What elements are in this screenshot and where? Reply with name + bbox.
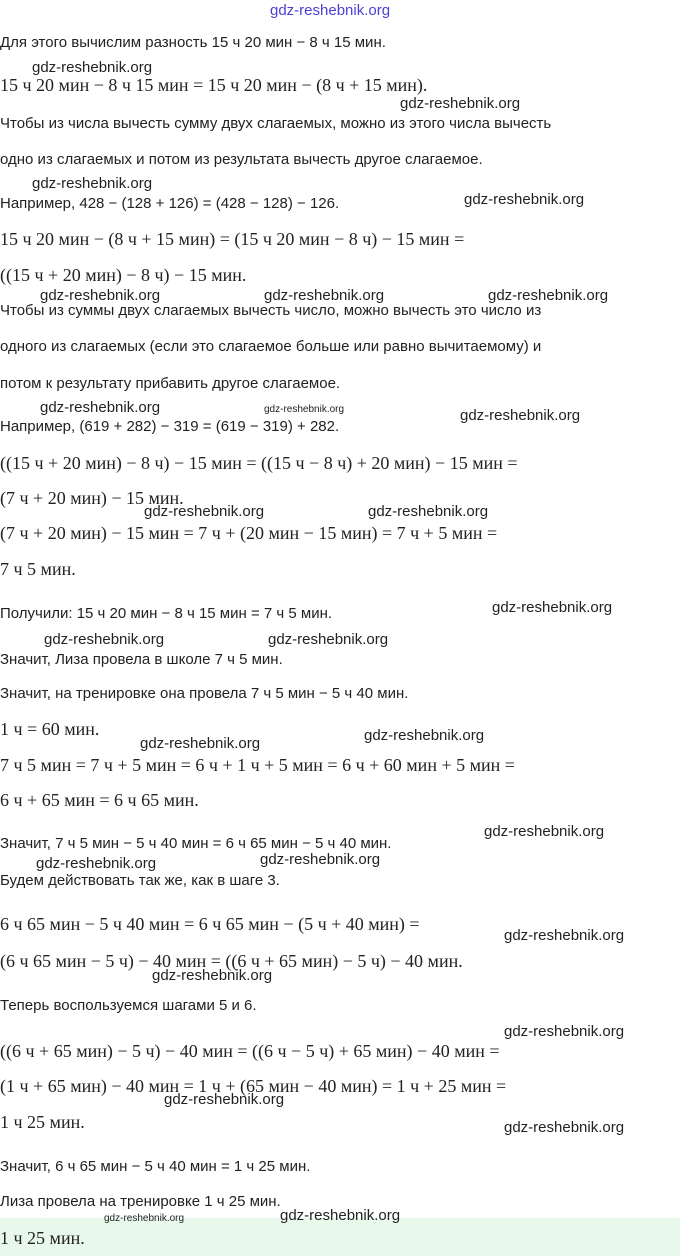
watermark: gdz-reshebnik.org xyxy=(40,287,161,304)
math-line: 7 ч 5 мин = 7 ч + 5 мин = 6 ч + 1 ч + 5 мин = 6 ч + 60 мин + 5 мин = xyxy=(0,755,515,775)
text-line: Для этого вычислим разность 15 ч 20 мин − 8 ч 15 мин. xyxy=(0,34,386,51)
math-line: (1 ч + 65 мин) − 40 мин = 1 ч + (65 мин − 40 мин) = 1 ч + 25 мин = xyxy=(0,1076,507,1096)
math-line: ((6 ч + 65 мин) − 5 ч) − 40 мин = ((6 ч − 5 ч) + 65 мин) − 40 мин = xyxy=(0,1041,500,1061)
watermark: gdz-reshebnik.org xyxy=(32,59,153,76)
math-line: ((15 ч + 20 мин) − 8 ч) − 15 мин = ((15 ч − 8 ч) + 20 мин) − 15 мин = xyxy=(0,453,518,473)
watermark: gdz-reshebnik.org xyxy=(504,1119,625,1136)
math-line: 6 ч 65 мин − 5 ч 40 мин = 6 ч 65 мин − (5 ч + 40 мин) = xyxy=(0,914,420,934)
watermark: gdz-reshebnik.org xyxy=(260,851,381,868)
text-line: Например, 428 − (128 + 126) = (428 − 128) − 126. xyxy=(0,195,340,212)
text-line: Чтобы из числа вычесть сумму двух слагаемых, можно из этого числа вычесть xyxy=(0,115,552,132)
text-line: одно из слагаемых и потом из результата вычесть другое слагаемое. xyxy=(0,151,483,168)
watermark: gdz-reshebnik.org xyxy=(364,727,485,744)
text-line: Значит, Лиза провела в школе 7 ч 5 мин. xyxy=(0,651,283,668)
watermark: gdz-reshebnik.org xyxy=(152,967,273,984)
text-line: Чтобы из суммы двух слагаемых вычесть число, можно вычесть это число из xyxy=(0,302,542,319)
watermark: gdz-reshebnik.org xyxy=(164,1091,285,1108)
watermark: gdz-reshebnik.org xyxy=(144,503,265,520)
watermark: gdz-reshebnik.org xyxy=(400,95,521,112)
text-line: Получили: 15 ч 20 мин − 8 ч 15 мин = 7 ч 5 мин. xyxy=(0,605,333,622)
text-line: Значит, 7 ч 5 мин − 5 ч 40 мин = 6 ч 65 мин − 5 ч 40 мин. xyxy=(0,835,392,852)
math-line: ((15 ч + 20 мин) − 8 ч) − 15 мин. xyxy=(0,265,247,285)
text-line: Лиза провела на тренировке 1 ч 25 мин. xyxy=(0,1193,281,1210)
text-line: Теперь воспользуемся шагами 5 и 6. xyxy=(0,997,257,1014)
header-watermark: gdz-reshebnik.org xyxy=(270,2,391,19)
watermark: gdz-reshebnik.org xyxy=(268,631,389,648)
watermark: gdz-reshebnik.org xyxy=(44,631,165,648)
watermark: gdz-reshebnik.org xyxy=(104,1213,185,1224)
watermark: gdz-reshebnik.org xyxy=(488,287,609,304)
math-line: (6 ч 65 мин − 5 ч) − 40 мин = ((6 ч + 65 мин) − 5 ч) − 40 мин. xyxy=(0,951,463,971)
watermark: gdz-reshebnik.org xyxy=(264,287,385,304)
math-line: 6 ч + 65 мин = 6 ч 65 мин. xyxy=(0,790,199,810)
math-line: 15 ч 20 мин − 8 ч 15 мин = 15 ч 20 мин − (8 ч + 15 мин). xyxy=(0,75,428,95)
watermark: gdz-reshebnik.org xyxy=(264,404,345,415)
math-line: 1 ч = 60 мин. xyxy=(0,719,100,739)
watermark: gdz-reshebnik.org xyxy=(464,191,585,208)
text-line: одного из слагаемых (если это слагаемое больше или равно вычитаемому) и xyxy=(0,338,542,355)
watermark: gdz-reshebnik.org xyxy=(32,175,153,192)
math-line: 15 ч 20 мин − (8 ч + 15 мин) = (15 ч 20 мин − 8 ч) − 15 мин = xyxy=(0,229,465,249)
text-line: Будем действовать так же, как в шаге 3. xyxy=(0,872,280,889)
math-line: (7 ч + 20 мин) − 15 мин = 7 ч + (20 мин − 15 мин) = 7 ч + 5 мин = xyxy=(0,523,498,543)
watermark: gdz-reshebnik.org xyxy=(140,735,261,752)
watermark: gdz-reshebnik.org xyxy=(460,407,581,424)
text-line: Значит, 6 ч 65 мин − 5 ч 40 мин = 1 ч 25 мин. xyxy=(0,1158,311,1175)
watermark: gdz-reshebnik.org xyxy=(36,855,157,872)
text-line: Значит, на тренировке она провела 7 ч 5 мин − 5 ч 40 мин. xyxy=(0,685,409,702)
watermark: gdz-reshebnik.org xyxy=(504,927,625,944)
watermark: gdz-reshebnik.org xyxy=(368,503,489,520)
math-line: (7 ч + 20 мин) − 15 мин. xyxy=(0,488,184,508)
text-line: Например, (619 + 282) − 319 = (619 − 319) + 282. xyxy=(0,418,340,435)
watermark: gdz-reshebnik.org xyxy=(492,599,613,616)
watermark: gdz-reshebnik.org xyxy=(504,1023,625,1040)
math-line: 1 ч 25 мин. xyxy=(0,1112,85,1132)
answer-line: 1 ч 25 мин. xyxy=(0,1228,85,1248)
text-line: потом к результату прибавить другое слагаемое. xyxy=(0,375,341,392)
watermark: gdz-reshebnik.org xyxy=(40,399,161,416)
watermark: gdz-reshebnik.org xyxy=(484,823,605,840)
watermark: gdz-reshebnik.org xyxy=(280,1207,401,1224)
math-line: 7 ч 5 мин. xyxy=(0,559,76,579)
